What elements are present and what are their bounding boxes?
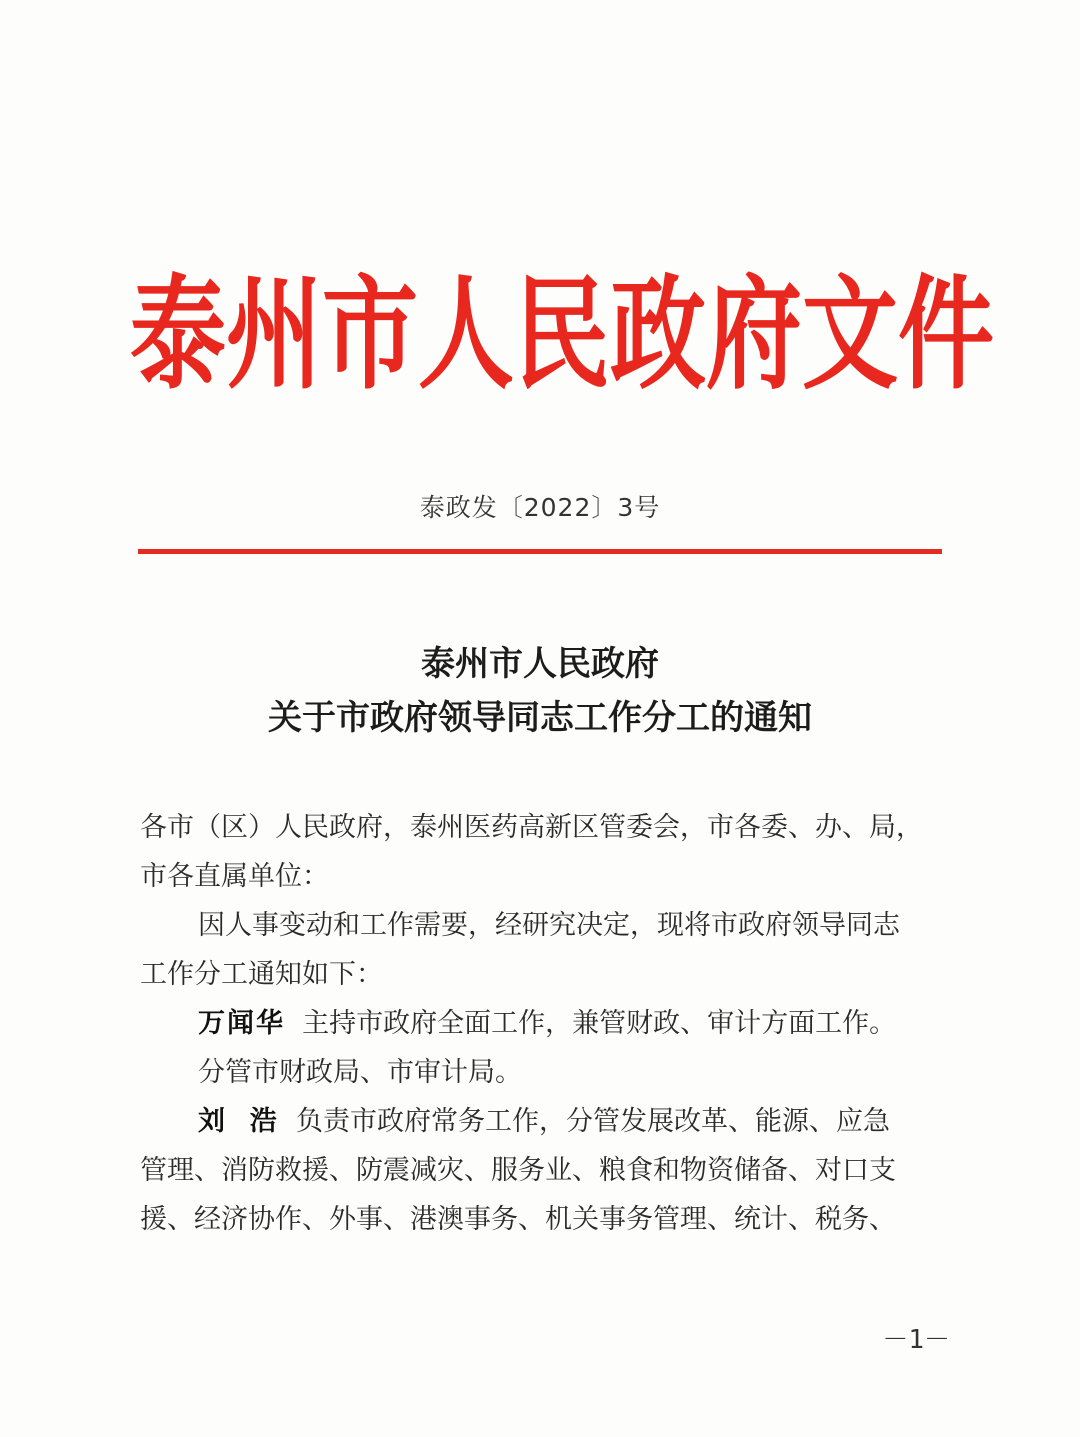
intro-line-2: 工作分工通知如下： xyxy=(140,959,383,990)
masthead-char: 州 xyxy=(226,262,322,407)
masthead-char: 件 xyxy=(898,262,994,407)
leader-duty-text: 主持市政府全面工作，兼管财政、审计方面工作。 xyxy=(302,1008,897,1039)
leader-name: 刘 浩 xyxy=(198,1106,279,1137)
addressee-line-1: 各市（区）人民政府，泰州医药高新区管委会，市各委、办、局， xyxy=(140,812,923,843)
masthead-char: 泰 xyxy=(130,262,226,407)
masthead-char: 府 xyxy=(706,262,802,407)
document-number: 泰政发〔2022〕3号 xyxy=(419,493,661,522)
addressee-line-2: 市各直属单位： xyxy=(140,861,329,892)
leader-duty-continuation: 管理、消防救援、防震减灾、服务业、粮食和物资储备、对口支 xyxy=(140,1155,896,1186)
red-divider-line xyxy=(138,549,942,554)
leader-duty-text: 负责市政府常务工作，分管发展改革、能源、应急 xyxy=(295,1106,890,1137)
notice-title-line-2: 关于市政府领导同志工作分工的通知 xyxy=(268,698,812,738)
page-number: －1－ xyxy=(882,1325,950,1355)
masthead-char: 政 xyxy=(610,262,706,407)
leader-duty-continuation: 分管市财政局、市审计局。 xyxy=(198,1057,522,1088)
masthead-char: 市 xyxy=(322,262,418,407)
intro-line-1: 因人事变动和工作需要，经研究决定，现将市政府领导同志 xyxy=(198,910,900,941)
masthead-char: 人 xyxy=(418,262,514,407)
notice-title-line-1: 泰州市人民政府 xyxy=(421,644,659,684)
leader-name: 万闻华 xyxy=(198,1008,285,1039)
masthead-title xyxy=(130,262,994,407)
leader-duty-continuation: 援、经济协作、外事、港澳事务、机关事务管理、统计、税务、 xyxy=(140,1204,896,1235)
masthead-char: 文 xyxy=(802,262,898,407)
leader-entry xyxy=(198,1002,896,1046)
masthead-char: 民 xyxy=(514,262,610,407)
leader-entry xyxy=(198,1100,890,1144)
